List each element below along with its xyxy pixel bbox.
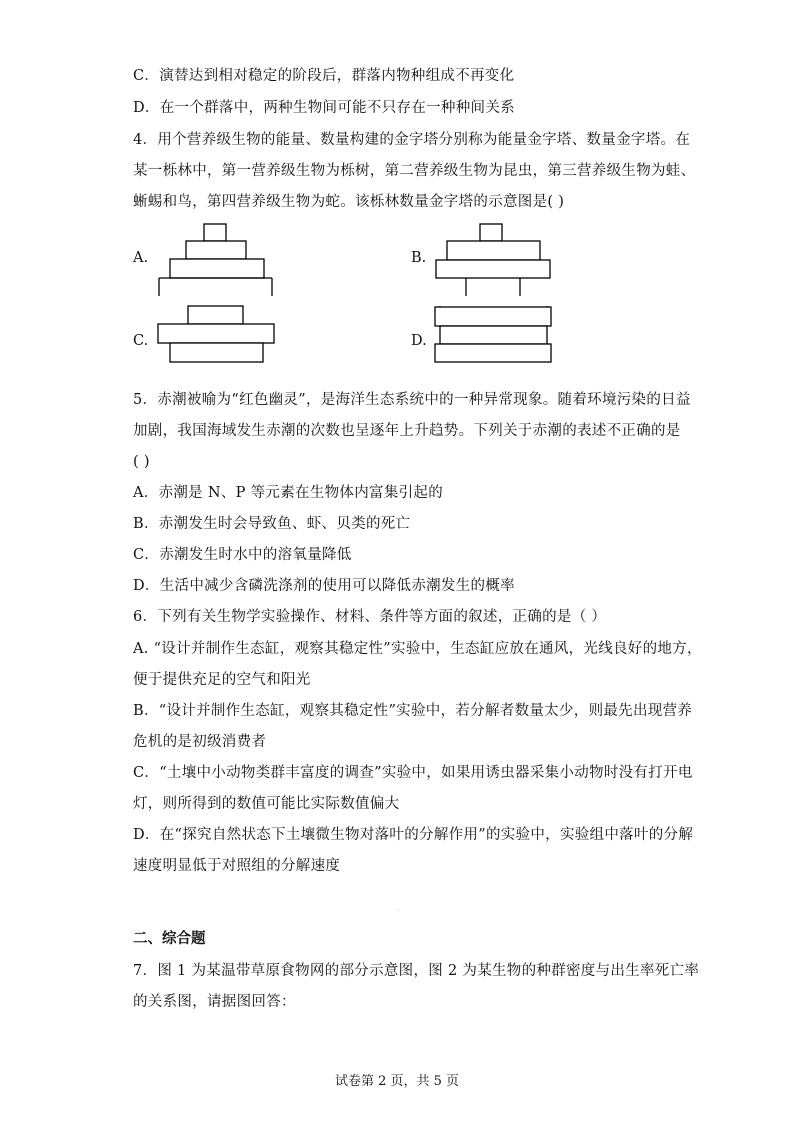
q5-stem-line-1: 5．赤潮被喻为“红色幽灵”，是海洋生态系统中的一种异常现象。随着环境污染的日益: [133, 392, 691, 408]
q6-option-d-line-1: D．在“探究自然状态下土壤微生物对落叶的分解作用”的实验中，实验组中落叶的分解: [133, 827, 694, 843]
q4-option-b-label: B.: [411, 250, 427, 266]
q3-option-d: D．在一个群落中，两种生物间可能不只存在一种种间关系: [133, 100, 515, 116]
pyramid-b-level-3: [447, 241, 540, 260]
q6-option-b-line-2: 危机的是初级消费者: [133, 734, 267, 750]
pyramid-d-level-2: [440, 326, 547, 344]
q4-option-b-pyramid: [430, 220, 560, 300]
q6-option-a-line-2: 便于提供充足的空气和阳光: [133, 672, 311, 688]
pyramid-d-level-3: [435, 307, 551, 326]
q4-option-c-label: C.: [133, 333, 149, 349]
q4-option-d-label: D.: [411, 333, 427, 349]
pyramid-b-level-4: [480, 224, 502, 241]
page-footer: 试卷第 2 页，共 5 页: [334, 1074, 460, 1089]
q4-option-c-pyramid: [150, 302, 280, 372]
q5-stem-line-2: 加剧，我国海域发生赤潮的次数也呈逐年上升趋势。下列关于赤潮的表述不正确的是: [133, 423, 681, 439]
q6-option-d-line-2: 速度明显低于对照组的分解速度: [133, 858, 341, 874]
pyramid-a-level-2: [170, 259, 264, 278]
q5-option-c: C．赤潮发生时水中的溶氧量降低: [133, 547, 352, 563]
q7-stem-line-1: 7．图 1 为某温带草原食物网的部分示意图，图 2 为某生物的种群密度与出生率死亡率: [133, 963, 700, 979]
q4-option-a-label: A.: [133, 250, 149, 266]
pyramid-c-level-4: [188, 306, 243, 324]
q5-option-a: A．赤潮是 N、P 等元素在生物体内富集引起的: [133, 485, 444, 501]
pyramid-d-level-1: [435, 344, 551, 362]
q5-option-d: D．生活中减少含磷洗涤剂的使用可以降低赤潮发生的概率: [133, 578, 515, 594]
q3-option-c: C．演替达到相对稳定的阶段后，群落内物种组成不再变化: [133, 68, 515, 84]
q4-option-a-pyramid: [150, 220, 280, 300]
q5-option-b: B．赤潮发生时会导致鱼、虾、贝类的死亡: [133, 516, 411, 532]
q6-option-c-line-1: C．“土壤中小动物类群丰富度的调查”实验中，如果用诱虫器采集小动物时没有打开电: [133, 765, 693, 781]
pyramid-a-level-3: [186, 241, 246, 259]
q6-option-b-line-1: B．“设计并制作生态缸，观察其稳定性”实验中，若分解者数量太少，则最先出现营养: [133, 703, 693, 719]
center-mark: .: [397, 905, 399, 912]
q4-stem-line-2: 某一栎林中，第一营养级生物为栎树，第二营养级生物为昆虫，第三营养级生物为蛙、: [133, 163, 696, 179]
q4-stem-line-1: 4．用个营养级生物的能量、数量构建的金字塔分别称为能量金字塔、数量金字塔。在: [133, 132, 691, 148]
pyramid-b-level-2: [436, 260, 550, 278]
section-heading: 二、综合题: [133, 930, 206, 947]
pyramid-c-level-3: [158, 324, 274, 343]
q6-stem: 6．下列有关生物学实验操作、材料、条件等方面的叙述，正确的是（ ）: [133, 609, 607, 625]
pyramid-a-level-4: [204, 224, 226, 241]
q6-option-c-line-2: 灯，则所得到的数值可能比实际数值偏大: [133, 796, 400, 812]
q7-stem-line-2: 的关系图，请据图回答：: [133, 994, 296, 1010]
q4-stem-line-3: 蜥蜴和鸟，第四营养级生物为蛇。该栎林数量金字塔的示意图是( ): [133, 194, 565, 210]
q4-option-d-pyramid: [430, 302, 560, 372]
q6-option-a-line-1: A. “设计并制作生态缸，观察其稳定性”实验中，生态缸应放在通风，光线良好的地方，: [133, 641, 702, 657]
q5-stem-line-3: ( ): [133, 454, 150, 470]
pyramid-c-level-2: [170, 343, 263, 362]
